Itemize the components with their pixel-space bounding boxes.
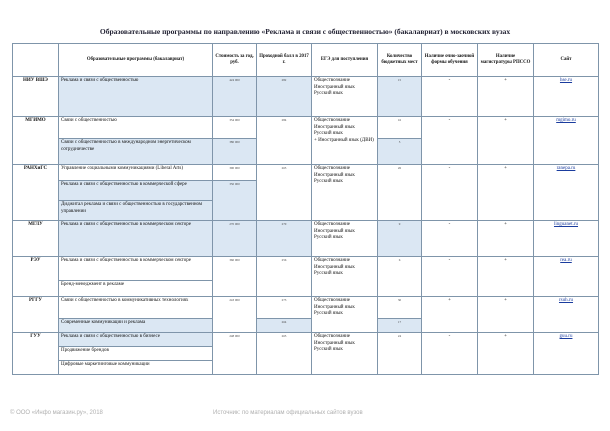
program-name: Реклама и связи с общественностью <box>59 77 213 117</box>
score-value: 284 <box>257 117 312 165</box>
program-name: Бренд-менеджмент в рекламе <box>59 281 213 297</box>
program-name: Продвижение брендов <box>59 347 213 361</box>
site-link[interactable]: hse.ru <box>534 77 599 117</box>
site-link[interactable]: ranepa.ru <box>534 165 599 221</box>
score-value: 264 <box>257 319 312 333</box>
university-name: РГГУ <box>13 297 59 333</box>
exam-item: Иностранный язык <box>314 172 355 178</box>
exam-item: Русский язык <box>314 91 343 96</box>
exam-item: Иностранный язык <box>314 228 355 234</box>
parttime-value: - <box>422 117 478 165</box>
copyright-footer: © ООО «Инфо магазин.ру», 2018 <box>10 410 103 416</box>
site-link[interactable]: guu.ru <box>534 333 599 375</box>
parttime-value: - <box>422 257 478 297</box>
budget-value: 30 <box>378 297 422 319</box>
site-link[interactable]: mgimo.ru <box>534 117 599 165</box>
table-row <box>13 221 599 257</box>
exams-list <box>312 333 378 375</box>
header-score: Проходной балл в 2017 г. <box>257 44 312 77</box>
budget-value: 24 <box>378 333 422 375</box>
exam-item: + Иностранный язык (ДВИ) <box>314 137 374 143</box>
table-row <box>13 333 599 347</box>
budget-value: 16 <box>378 117 422 139</box>
site-link[interactable]: rsuh.ru <box>534 297 599 333</box>
header-program: Образовательные программы (бакалавриат) <box>59 44 213 77</box>
header-parttime: Наличие очно-заочной формы обучения <box>422 44 478 77</box>
table-row <box>13 297 599 319</box>
exam-item: Русский язык <box>314 311 343 316</box>
header-site: Сайт <box>534 44 599 77</box>
exam-item: Обществознание <box>314 298 351 303</box>
header-cost: Стоимость за год, руб. <box>213 44 257 77</box>
cost-value: 270 000 <box>213 221 257 257</box>
exam-item: Русский язык <box>314 235 343 240</box>
source-footer: Источник: по материалам официальных сайтов вузов <box>213 410 363 416</box>
cost-value: 390 000 <box>213 165 257 181</box>
programs-table <box>12 43 599 375</box>
header-magistracy: Наличие магистратуры РПССО <box>478 44 534 77</box>
score-value: 265 <box>257 333 312 375</box>
score-value: 256 <box>257 257 312 297</box>
exams-list <box>312 257 378 297</box>
exam-item: Иностранный язык <box>314 124 355 130</box>
exam-item: Русский язык <box>314 347 343 352</box>
exams-list <box>312 297 378 333</box>
university-name: ГУУ <box>13 333 59 375</box>
exams-list <box>312 77 378 117</box>
cost-value: 350 000 <box>213 181 257 221</box>
university-name: МГИМО <box>13 117 59 165</box>
table-row <box>13 165 599 181</box>
exam-item: Иностранный язык <box>314 340 355 346</box>
exam-item: Обществознание <box>314 222 351 227</box>
header-uni <box>13 44 59 77</box>
header-row <box>13 44 599 77</box>
cost-value: 248 000 <box>213 333 257 375</box>
exam-item: Обществознание <box>314 258 351 263</box>
cost-value: 424 000 <box>213 77 257 117</box>
budget-value: 15 <box>378 77 422 117</box>
exam-item: Обществознание <box>314 78 351 83</box>
magistracy-value: + <box>478 257 534 297</box>
parttime-value: - <box>422 333 478 375</box>
magistracy-value: + <box>478 117 534 165</box>
site-link[interactable]: rea.ru <box>534 257 599 297</box>
university-name: МГЛУ <box>13 221 59 257</box>
program-name: Реклама и связи с общественностью в бизнесе <box>59 333 213 347</box>
table-row <box>13 257 599 281</box>
exam-item: Русский язык <box>314 179 343 184</box>
magistracy-value: + <box>478 297 534 333</box>
parttime-value: - <box>422 165 478 221</box>
budget-value: 9 <box>378 221 422 257</box>
score-value: 270 <box>257 221 312 257</box>
budget-value: 26 <box>378 165 422 221</box>
page-title: Образовательные программы по направлению «Реклама и связи с общественностью» (бакалавриат) в московских вузах <box>99 27 511 36</box>
cost-value: 360 000 <box>213 257 257 297</box>
program-name: Цифровые маркетинговые коммуникации <box>59 361 213 375</box>
site-link[interactable]: linguanet.ru <box>534 221 599 257</box>
program-name: Реклама и связи с общественностью в коммерческой сфере <box>59 181 213 201</box>
exam-item: Обществознание <box>314 118 351 123</box>
program-name: Связи с общественностью в международном энергетическом сотрудничестве <box>59 139 213 165</box>
magistracy-value: + <box>478 333 534 375</box>
program-name: Связи с общественностью в коммуникативных технологиях <box>59 297 213 319</box>
university-name: РАНХиГС <box>13 165 59 221</box>
exam-item: Иностранный язык <box>314 304 355 310</box>
cost-value: 354 000 <box>213 117 257 139</box>
header-exams: ЕГЭ для поступления <box>312 44 378 77</box>
university-name: НИУ ВШЭ <box>13 77 59 117</box>
exam-item: Русский язык <box>314 271 343 276</box>
exam-item: Иностранный язык <box>314 84 355 90</box>
header-budget: Количество бюджетных мест <box>378 44 422 77</box>
university-name: РЭУ <box>13 257 59 297</box>
score-value: 273 <box>257 297 312 319</box>
budget-value: 17 <box>378 319 422 333</box>
exam-item: Обществознание <box>314 334 351 339</box>
exams-list <box>312 221 378 257</box>
program-name: Управление социальными коммуникациями (Liberal Arts) <box>59 165 213 181</box>
budget-value: 5 <box>378 139 422 165</box>
score-value: 265 <box>257 165 312 221</box>
exam-item: Обществознание <box>314 166 351 171</box>
cost-value: 380 000 <box>213 139 257 165</box>
exam-item: Иностранный язык <box>314 264 355 270</box>
score-value: 282 <box>257 77 312 117</box>
exams-list <box>312 165 378 221</box>
magistracy-value: + <box>478 77 534 117</box>
cost-value: 243 000 <box>213 297 257 333</box>
exam-item: Русский язык <box>314 131 343 136</box>
exams-list <box>312 117 378 165</box>
program-name: Реклама и связи с общественностью в коммерческом секторе <box>59 257 213 281</box>
program-name: Реклама и связи с общественностью в коммерческом секторе <box>59 221 213 257</box>
table-row <box>13 77 599 117</box>
magistracy-value: + <box>478 221 534 257</box>
budget-value: 6 <box>378 257 422 297</box>
magistracy-value: + <box>478 165 534 221</box>
parttime-value: - <box>422 77 478 117</box>
program-name: Диджитал реклама и связи с общественностью в государственном управлении <box>59 201 213 221</box>
program-name: Современные коммуникации и реклама <box>59 319 213 333</box>
program-name: Связи с общественностью <box>59 117 213 139</box>
parttime-value: - <box>422 221 478 257</box>
parttime-value: + <box>422 297 478 333</box>
table-row <box>13 117 599 139</box>
